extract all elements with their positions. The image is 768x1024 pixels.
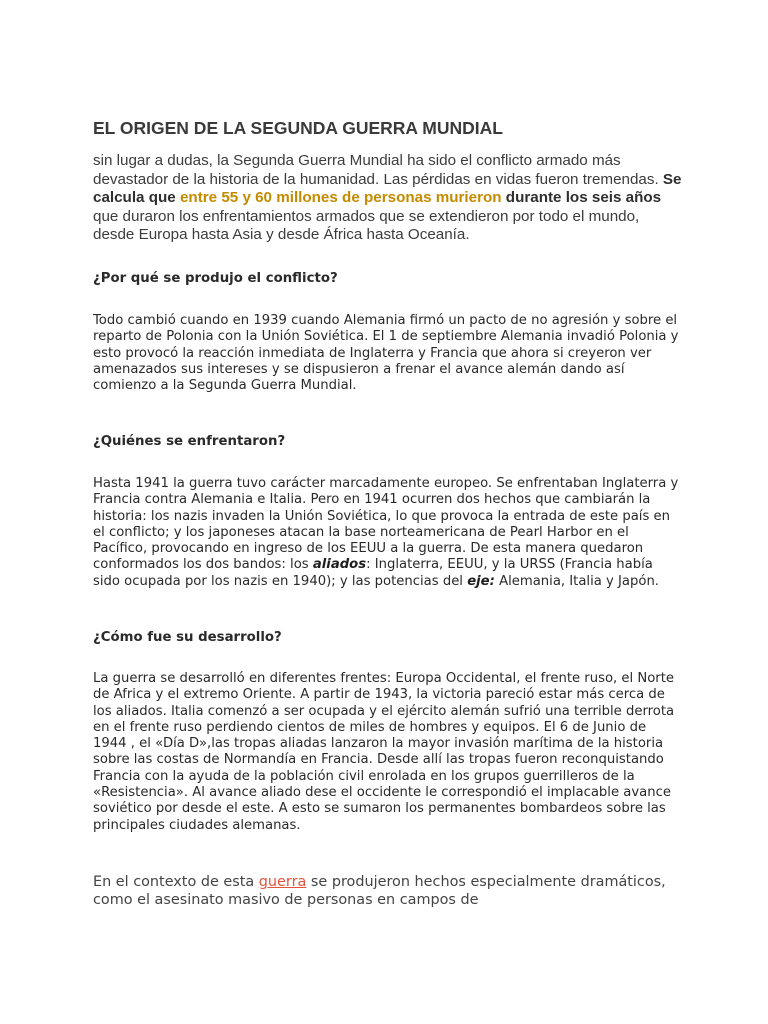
intro-text-2: que duraron los enfrentamientos armados que se extendieron por todo el mundo, desde Europa hasta Asia y desde África hasta Oceanía. [93, 207, 640, 243]
section-heading-development: ¿Cómo fue su desarrollo? [93, 630, 282, 645]
term-eje: eje: [467, 573, 495, 589]
section-heading-combatants: ¿Quiénes se enfrentaron? [93, 434, 286, 449]
combatants-text-middle: : Inglaterra, EEUU, y la URSS (Francia había sido ocupada por los nazis en 1940); y las potencias del [93, 557, 653, 589]
intro-text-1: sin lugar a dudas, la Segunda Guerra Mundial ha sido el conflicto armado más devastador de la historia de la humanidad. Las pérdidas en vidas fueron tremendas. [93, 152, 659, 188]
closing-text-before: En el contexto de esta [93, 874, 255, 890]
section-paragraph-causes: Todo cambió cuando en 1939 cuando Alemania firmó un pacto de no agresión y sobre el reparto de Polonia con la Unión Soviética. El 1 de septiembre Alemania invadió Polonia y esto provocó la reacción inmediata de Inglaterra y Francia que ahora si creyeron ver amenazados sus intereses y se dispusieron a frenar el avance alemán dando así comienzo a la Segunda Guerra Mundial. [93, 313, 679, 394]
document-title: EL ORIGEN DE LA SEGUNDA GUERRA MUNDIAL [93, 118, 503, 138]
closing-text-after: se produjeron hechos especialmente dramáticos, como el asesinato masivo de personas en campos de [93, 874, 666, 908]
intro-paragraph [93, 152, 683, 245]
section-paragraph-development: La guerra se desarrolló en diferentes frentes: Europa Occidental, el frente ruso, el Norte de Africa y el extremo Oriente. A partir de 1943, la victoria pareció estar más cerca de los aliados. Italia comenzó a ser ocupada y el ejército alemán sufrió una terrible derrota en el frente ruso perdiendo cientos de miles de hombres y equipos. El 6 de Junio de 1944 , el «Día D»,las tropas aliadas lanzaron la mayor invasión marítima de la historia sobre las costas de Normandía en Francia. Desde allí las tropas fueron reconquistando Francia con la ayuda de la población civil enrolada en los grupos guerrilleros de la «Resistencia». Al avance aliado dese el occidente le correspondió el implacable avance soviético por desde el este. A esto se sumaron los permanentes bombardeos sobre las principales ciudades alemanas. [93, 671, 675, 833]
intro-bold-1: Se calcula que [93, 170, 682, 206]
combatants-text-end: Alemania, Italia y Japón. [499, 573, 659, 589]
intro-bold-2: durante los seis años [505, 189, 662, 206]
guerra-link[interactable]: guerra [258, 874, 307, 890]
term-aliados: aliados [312, 557, 367, 573]
section-paragraph-combatants [93, 476, 683, 590]
combatants-text-start: Hasta 1941 la guerra tuvo carácter marcadamente europeo. Se enfrentaban Inglaterra y Francia contra Alemania e Italia. Pero en 1941 ocurren dos hechos que cambiarán la historia: los nazis invaden la Unión Soviética, lo que provoca la entrada de este país en el conflicto; y los japoneses atacan la base norteamericana de Pearl Harbor en el Pacífico, provocando en ingreso de los EEUU a la guerra. De esta manera quedaron conformados los dos bandos: los [93, 476, 679, 573]
intro-highlight: entre 55 y 60 millones de personas murieron [179, 189, 502, 206]
closing-paragraph [93, 874, 683, 909]
section-heading-causes: ¿Por qué se produjo el conflicto? [93, 271, 338, 286]
